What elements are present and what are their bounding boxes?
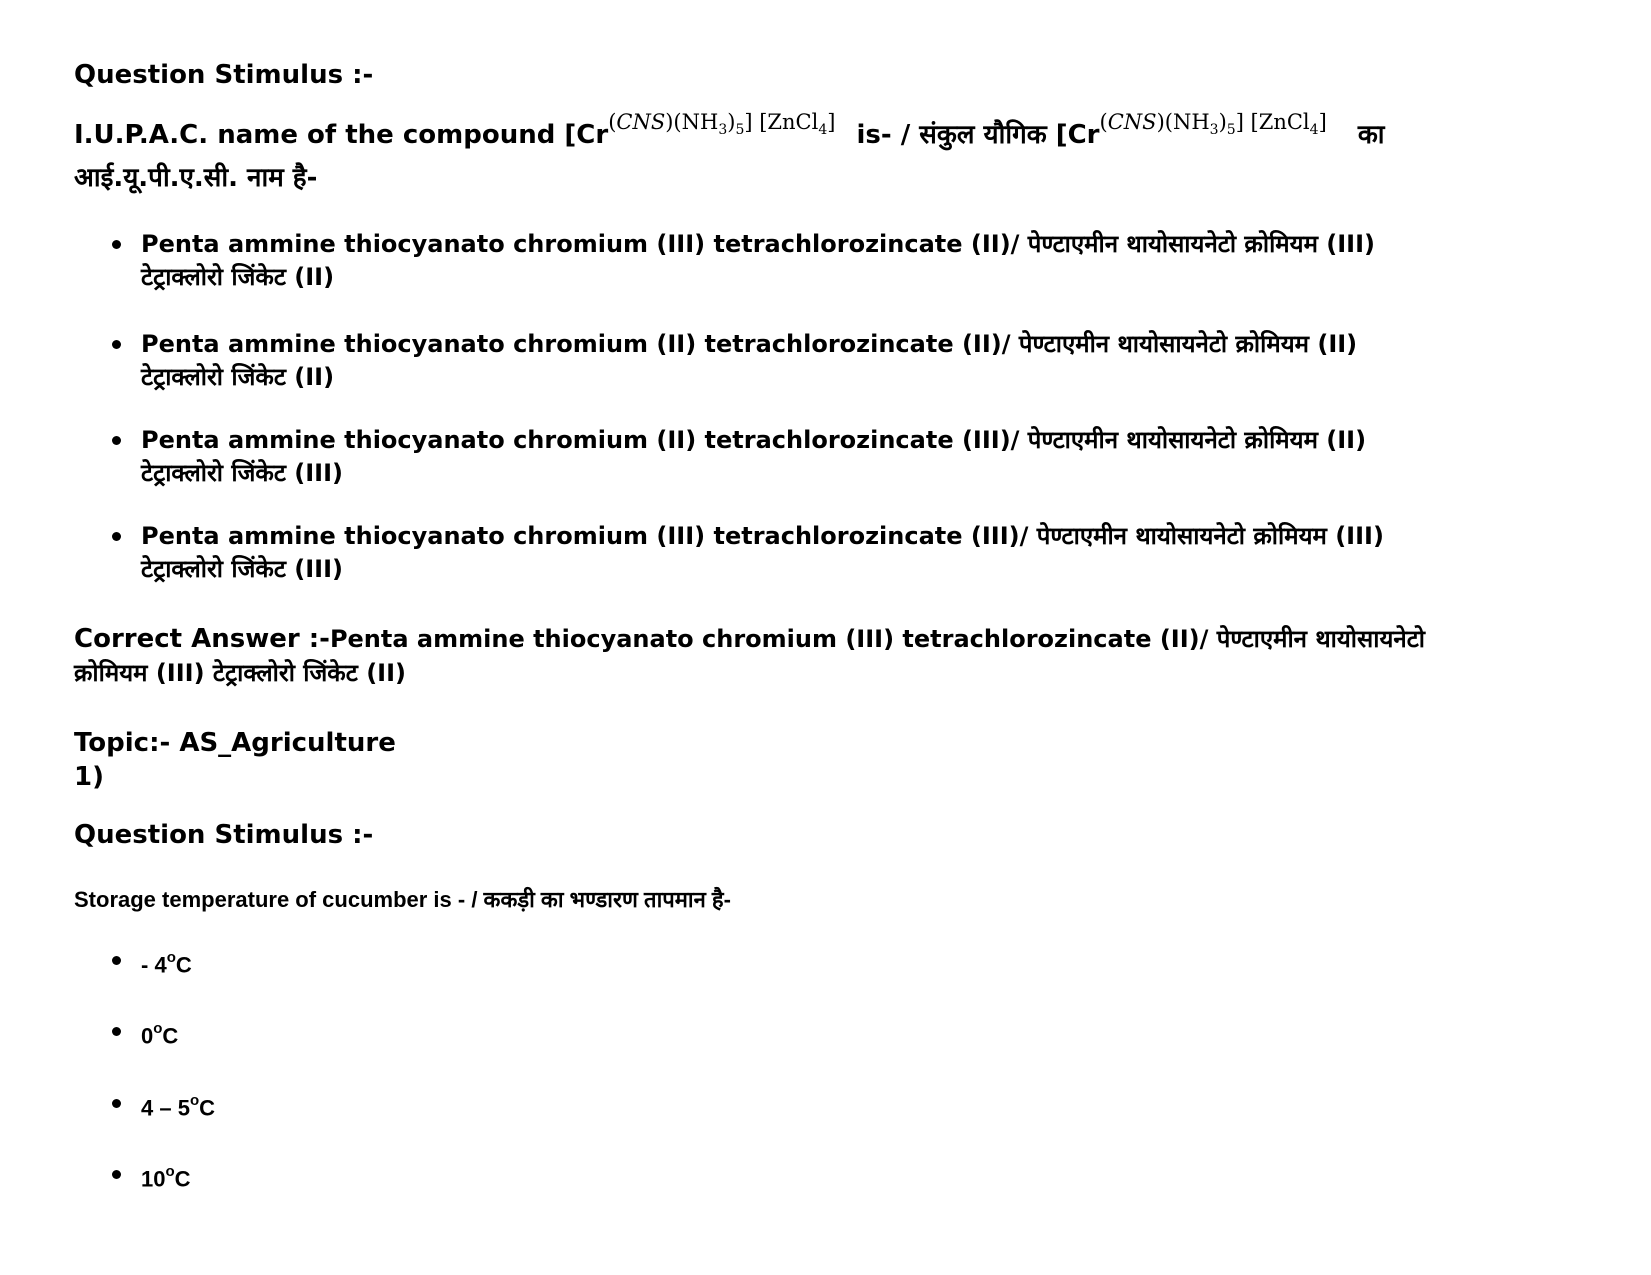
option-item[interactable]: - 4$^o$C <box>74 945 1574 980</box>
bullet-icon <box>112 240 121 249</box>
question-stem <box>74 110 1574 195</box>
option-item[interactable]: Penta ammine thiocyanato chromium (II) tetrachlorozincate (III)/ पेण्टाएमीन थायोसायनेटो क्रोमियम (II) टेट्राक्लोरो जिंकेट (III) <box>74 424 1574 490</box>
bullet-icon <box>112 1099 121 1108</box>
correct-answer-text-2: क्रोमियम (III) टेट्राक्लोरो जिंकेट (II) <box>74 659 406 687</box>
stem-english: I.U.P.A.C. name of the compound [Cr <box>74 120 609 150</box>
stem-line2: आई.यू.पी.ए.सी. नाम है- <box>74 163 318 194</box>
options-list <box>74 228 1574 586</box>
options-list-2 <box>74 945 1574 1194</box>
correct-answer-text: Penta ammine thiocyanato chromium (III) tetrachlorozincate (II)/ पेण्टाएमीन थायोसायनेटो <box>329 625 1426 653</box>
bullet-icon <box>112 532 121 541</box>
option-item[interactable]: 0$^o$C <box>74 1016 1574 1051</box>
option-item[interactable]: 4 – 5$^o$C <box>74 1088 1574 1123</box>
option-item[interactable]: Penta ammine thiocyanato chromium (III) tetrachlorozincate (III)/ पेण्टाएमीन थायोसायनेटो क्रोमियम (III) टेट्राक्लोरो जिंकेट (III) <box>74 520 1574 586</box>
bullet-icon <box>112 1027 121 1036</box>
topic-label: Topic:- AS_Agriculture <box>74 728 396 758</box>
bullet-icon <box>112 1170 121 1179</box>
stem-hindi-end: का <box>1357 120 1385 150</box>
question-stimulus-heading-2: Question Stimulus :- <box>74 820 374 850</box>
option-item[interactable]: Penta ammine thiocyanato chromium (III) tetrachlorozincate (II)/ पेण्टाएमीन थायोसायनेटो क्रोमियम (III) टेट्राक्लोरो जिंकेट (II) <box>74 228 1574 294</box>
option-item[interactable]: 10$^o$C <box>74 1159 1574 1194</box>
correct-answer-label: Correct Answer :- <box>74 624 330 654</box>
question-stem-2: Storage temperature of cucumber is - / ककड़ी का भण्डारण तापमान है- <box>74 887 731 912</box>
question-number: 1) <box>74 762 104 792</box>
bullet-icon <box>112 436 121 445</box>
chem-formula-2: (CNS)(NH3)5] [ZnCl4] <box>1099 110 1327 139</box>
correct-answer <box>74 622 1574 690</box>
topic <box>74 726 396 794</box>
option-item[interactable]: Penta ammine thiocyanato chromium (II) tetrachlorozincate (II)/ पेण्टाएमीन थायोसायनेटो क्रोमियम (II) टेट्राक्लोरो जिंकेट (II) <box>74 328 1574 394</box>
question-stimulus-heading: Question Stimulus :- <box>74 60 374 90</box>
chem-formula: (CNS)(NH3)5] [ZnCl4] <box>608 110 836 139</box>
stem-hindi: is- / संकुल यौगिक [Cr <box>856 120 1100 150</box>
bullet-icon <box>112 956 121 965</box>
bullet-icon <box>112 340 121 349</box>
